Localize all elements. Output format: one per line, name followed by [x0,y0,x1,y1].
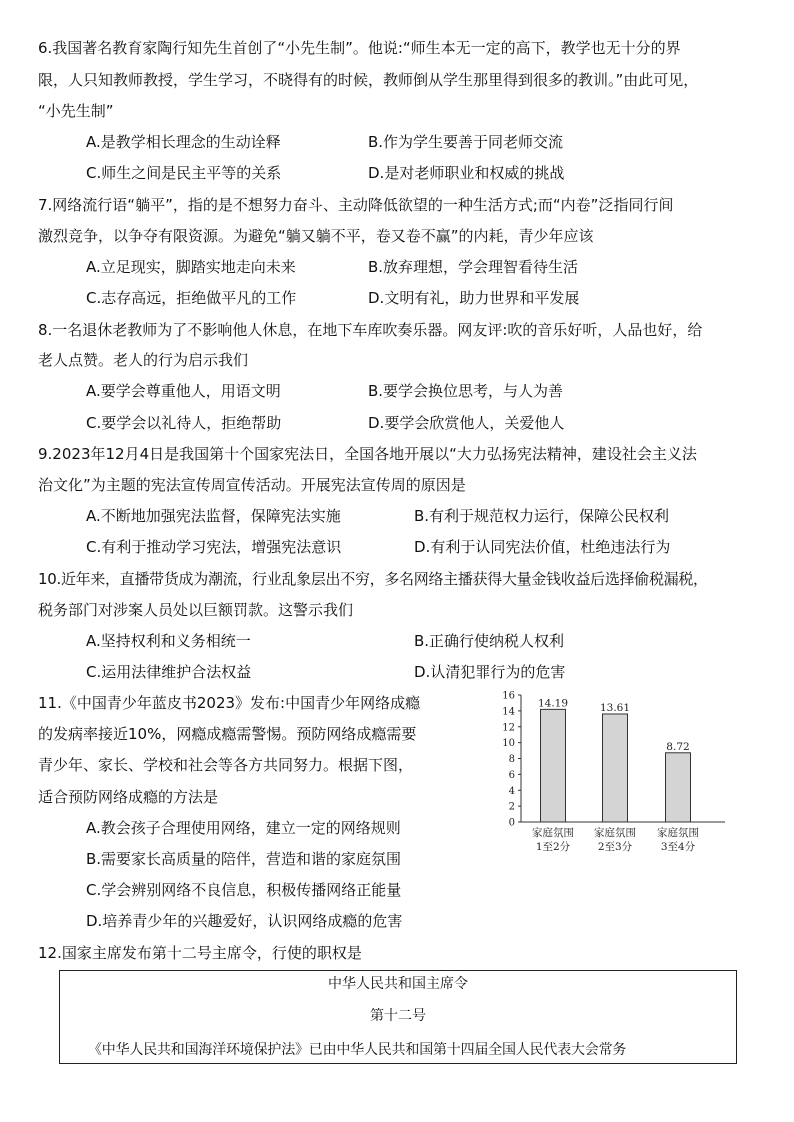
y-tick-label: 12 [502,722,515,734]
q7-option-c: C.志存高远，拒绝做平凡的工作 [86,289,297,307]
bar-value-label: 8.72 [666,740,690,753]
q9-option-b: B.有利于规范权力运行，保障公民权利 [414,507,670,525]
q9-stem-line-1: 9.2023年12月4日是我国第十个国家宪法日，全国各地开展以“大力弘扬宪法精神，建设社会主义法 [38,445,697,463]
y-tick-label: 16 [502,690,515,702]
q8-option-c: C.要学会以礼待人，拒绝帮助 [86,414,282,432]
y-tick-label: 4 [508,785,515,797]
x-category-label: 2至3分 [597,841,633,853]
q8-stem-line-2: 老人点赞。老人的行为启示我们 [38,351,249,369]
bar [666,753,691,822]
x-category-label: 家庭氛围 [594,827,636,839]
q9-option-d: D.有利于认同宪法价值，杜绝违法行为 [414,538,671,556]
q11-option-a: A.教会孩子合理使用网络，建立一定的网络规则 [86,819,401,837]
y-tick-label: 0 [508,817,515,829]
q6-option-d: D.是对老师职业和权威的挑战 [368,164,565,182]
q8-stem-line-1: 8.一名退休老教师为了不影响他人休息，在地下车库吹奏乐器。网友评:吹的音乐好听，人品也好，给 [38,321,703,339]
q10-option-b: B.正确行使纳税人权利 [414,632,565,650]
q12-stem-line-1: 12.国家主席发布第十二号主席令，行使的职权是 [38,944,362,962]
order-title: 中华人民共和国主席令 [328,976,468,992]
q6-option-c: C.师生之间是民主平等的关系 [86,164,282,182]
q8-option-b: B.要学会换位思考，与人为善 [368,382,564,400]
q11-stem-line-2: 的发病率接近10%，网瘾成瘾需警惕。预防网络成瘾需要 [38,725,417,743]
q10-stem-line-1: 10.近年来，直播带货成为潮流，行业乱象层出不穷，多名网络主播获得大量金钱收益后选择偷税漏税， [38,570,708,588]
y-tick-label: 10 [502,738,515,750]
q7-option-d: D.文明有礼，助力世界和平发展 [368,289,580,307]
q10-option-c: C.运用法律维护合法权益 [86,663,252,681]
bar-value-label: 13.61 [599,701,631,714]
y-tick-label: 6 [508,769,515,781]
order-number: 第十二号 [370,1008,426,1024]
q11-stem-line-3: 青少年、家长、学校和社会等各方共同努力。根据下图， [38,756,414,774]
q9-option-a: A.不断地加强宪法监督，保障宪法实施 [86,507,341,525]
q11-stem-line-4: 适合预防网络成瘾的方法是 [38,788,219,806]
q11-option-c: C.学会辨别网络不良信息，积极传播网络正能量 [86,881,402,899]
q11-option-d: D.培养青少年的兴趣爱好，认识网络成瘾的危害 [86,912,403,930]
presidential-order-box [59,970,737,1064]
q6-stem-line-3: “小先生制” [38,102,114,120]
q9-stem-line-2: 治文化”为主题的宪法宣传周宣传活动。开展宪法宣传周的原因是 [38,476,466,494]
q6-option-a: A.是教学相长理念的生动诠释 [86,133,281,151]
y-tick-label: 2 [508,801,515,813]
x-category-label: 1至2分 [535,841,571,853]
q8-option-a: A.要学会尊重他人，用语文明 [86,382,281,400]
q10-stem-line-2: 税务部门对涉案人员处以巨额罚款。这警示我们 [38,601,354,619]
x-category-label: 家庭氛围 [532,827,574,839]
q9-option-c: C.有利于推动学习宪法，增强宪法意识 [86,538,342,556]
q11-stem-line-1: 11.《中国青少年蓝皮书2023》发布:中国青少年网络成瘾 [38,694,421,712]
x-category-label: 3至4分 [660,841,696,853]
q11-option-b: B.需要家长高质量的陪伴，营造和谐的家庭氛围 [86,850,402,868]
q10-option-a: A.坚持权利和义务相统一 [86,632,251,650]
family-atmosphere-bar-chart [497,685,732,865]
q8-option-d: D.要学会欣赏他人，关爱他人 [368,414,565,432]
y-tick-label: 14 [502,706,515,718]
q7-option-b: B.放弃理想，学会理智看待生活 [368,258,579,276]
y-tick-label: 8 [508,754,515,765]
bar [541,709,566,822]
q6-stem-line-2: 限，人只知教师教授，学生学习，不晓得有的时候，教师倒从学生那里得到很多的教训。”由此可见， [38,71,699,89]
q7-option-a: A.立足现实，脚踏实地走向未来 [86,258,296,276]
bar-value-label: 14.19 [537,697,569,710]
q10-option-d: D.认清犯罪行为的危害 [414,663,566,681]
x-category-label: 家庭氛围 [657,827,699,839]
bar [603,714,628,822]
q7-stem-line-2: 激烈竞争，以争夺有限资源。为避免“躺又躺不平，卷又卷不赢”的内耗，青少年应该 [38,227,594,245]
q7-stem-line-1: 7.网络流行语“躺平”，指的是不想努力奋斗、主动降低欲望的一种生活方式;而“内卷”泛指同行间 [38,196,674,214]
q6-stem-line-1: 6.我国著名教育家陶行知先生首创了“小先生制”。他说:“师生本无一定的高下，教学也无十分的界 [38,39,681,57]
q6-option-b: B.作为学生要善于同老师交流 [368,133,564,151]
order-body: 《中华人民共和国海洋环境保护法》已由中华人民共和国第十四届全国人民代表大会常务 [88,1042,627,1058]
